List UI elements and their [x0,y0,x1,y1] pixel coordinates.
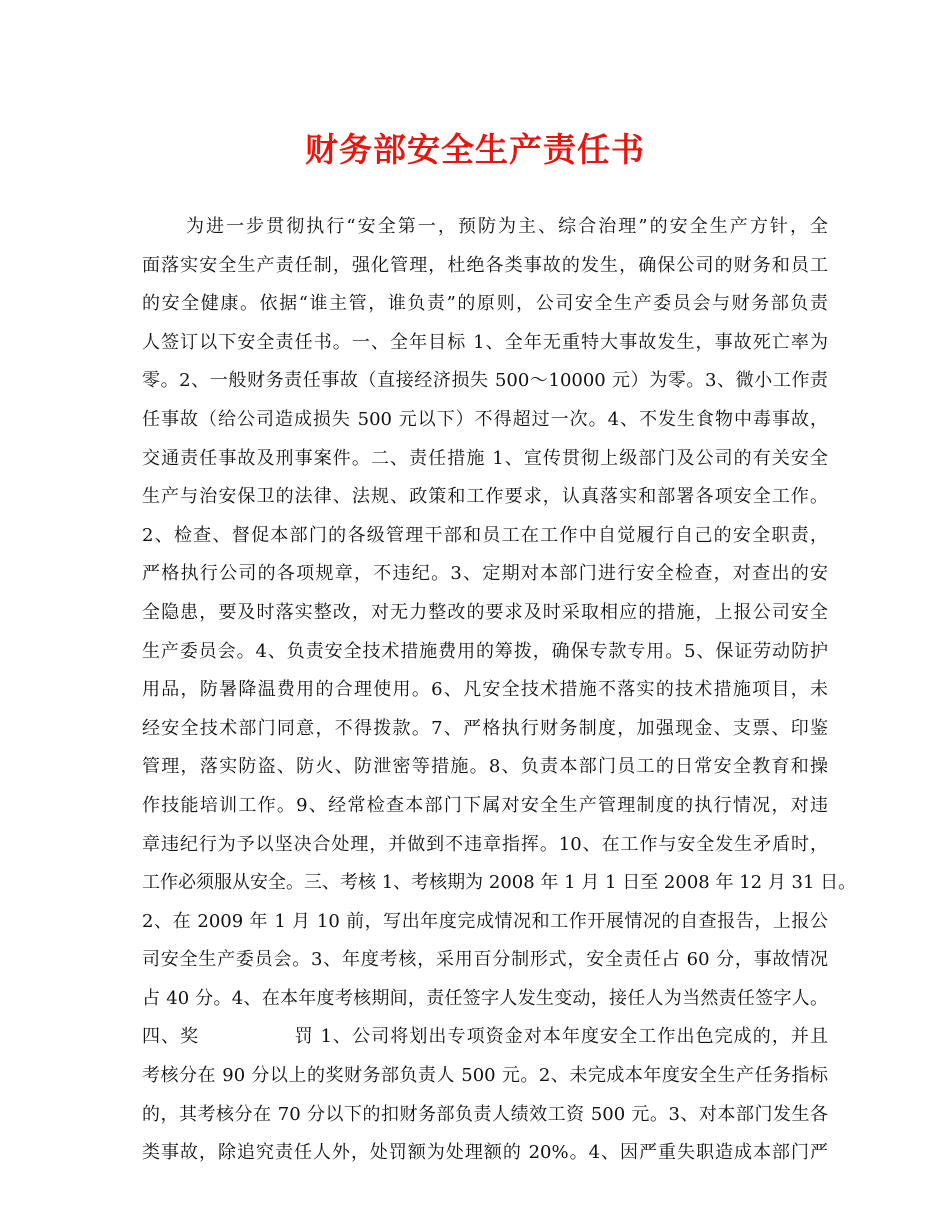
body-line: 2、检查、督促本部门的各级管理干部和员工在工作中自觉履行自己的安全职责， [142,524,828,546]
document-title: 财务部安全生产责任书 [305,130,645,169]
body-line: 生产与治安保卫的法律、法规、政策和工作要求，认真落实和部署各项安全工作。 [142,486,828,508]
body-line: 任事故（给公司造成损失 500 元以下）不得超过一次。4、不发生食物中毒事故， [142,408,828,430]
body-line: 工作必须服从安全。三、考核 1、考核期为 2008 年 1 月 1 日至 2008 年 12 月 31 日。 [142,872,857,894]
body-line: 严格执行公司的各项规章，不违纪。3、定期对本部门进行安全检查，对查出的安 [142,563,828,585]
body-line: 全隐患，要及时落实整改，对无力整改的要求及时采取相应的措施，上报公司安全 [142,601,828,623]
body-line: 管理，落实防盗、防火、防泄密等措施。8、负责本部门员工的日常安全教育和操 [142,756,828,778]
body-line: 类事故，除追究责任人外，处罚额为处理额的 20%。4、因严重失职造成本部门严 [142,1142,828,1164]
body-line: 考核分在 90 分以上的奖财务部负责人 500 元。2、未完成本年度安全生产任务指标 [142,1065,828,1087]
body-line: 司安全生产委员会。3、年度考核，采用百分制形式，安全责任占 60 分，事故情况 [142,949,828,971]
body-line: 人签订以下安全责任书。一、全年目标 1、全年无重特大事故发生，事故死亡率为 [142,331,828,353]
body-line: 占 40 分。4、在本年度考核期间，责任签字人发生变动，接任人为当然责任签字人。 [142,987,828,1009]
body-line: 的安全健康。依据“谁主管，谁负责”的原则，公司安全生产委员会与财务部负责 [142,293,828,315]
body-line: 生产委员会。4、负责安全技术措施费用的筹拨，确保专款专用。5、保证劳动防护 [142,640,828,662]
body-line: 2、在 2009 年 1 月 10 前，写出年度完成情况和工作开展情况的自查报告，上报公 [142,910,828,932]
body-line: 作技能培训工作。9、经常检查本部门下属对安全生产管理制度的执行情况，对违 [142,794,828,816]
body-line: 用品，防暑降温费用的合理使用。6、凡安全技术措施不落实的技术措施项目，未 [142,679,828,701]
body-line: 零。2、一般财务责任事故（直接经济损失 500～10000 元）为零。3、微小工作责 [142,370,828,392]
body-line: 面落实安全生产责任制，强化管理，杜绝各类事故的发生，确保公司的财务和员工 [142,254,828,276]
body-line: 的，其考核分在 70 分以下的扣财务部负责人绩效工资 500 元。3、对本部门发生各 [142,1103,828,1125]
body-line: 为进一步贯彻执行“安全第一，预防为主、综合治理”的安全生产方针，全 [186,216,828,237]
body-line: 四、奖 罚 1、公司将划出专项资金对本年度安全工作出色完成的，并且 [142,1026,828,1048]
body-line: 经安全技术部门同意，不得拨款。7、严格执行财务制度，加强现金、支票、印鉴 [142,717,828,739]
body-line: 章违纪行为予以坚决合处理，并做到不违章指挥。10、在工作与安全发生矛盾时， [142,833,828,855]
body-line: 交通责任事故及刑事案件。二、责任措施 1、宣传贯彻上级部门及公司的有关安全 [142,447,828,469]
document-body [142,208,857,1173]
